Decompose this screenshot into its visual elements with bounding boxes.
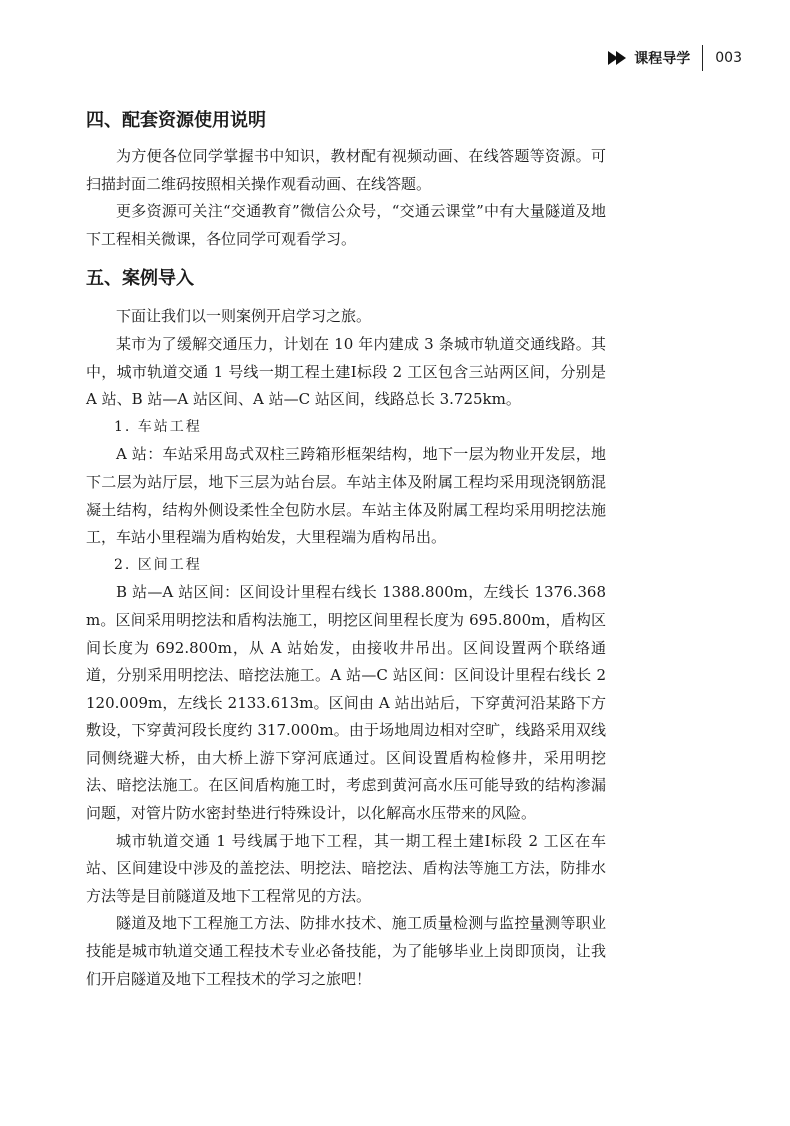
paragraph: 下面让我们以一则案例开启学习之旅。 bbox=[116, 307, 372, 326]
page-body bbox=[86, 100, 606, 993]
page-number: 003 bbox=[715, 50, 742, 66]
paragraph: 某市为了缓解交通压力，计划在 10 年内建成 3 条城市轨道交通线路。其中，城市轨道交通 1 号线一期工程土建Ⅰ标段 2 工区包含三站两区间，分别是 A 站、B 站—A 站区间、A 站—C 站区间，线路总长 3.725km。 bbox=[86, 334, 606, 409]
paragraph: 城市轨道交通 1 号线属于地下工程，其一期工程土建Ⅰ标段 2 工区在车站、区间建设中涉及的盖挖法、明挖法、暗挖法、盾构法等施工方法，防排水方法等是目前隧道及地下工程常见的方法。 bbox=[86, 831, 606, 905]
page-header bbox=[608, 45, 742, 71]
header-divider bbox=[702, 45, 703, 71]
paragraph: 更多资源可关注“交通教育”微信公众号，“交通云课堂”中有大量隧道及地下工程相关微课，各位同学可观看学习。 bbox=[86, 202, 606, 248]
paragraph: A 站：车站采用岛式双柱三跨箱形框架结构，地下一层为物业开发层，地下二层为站厅层，地下三层为站台层。车站主体及附属工程均采用现浇钢筋混凝土结构，结构外侧设柔性全包防水层。车站主体及附属工程均采用明挖法施工，车站小里程端为盾构始发，大里程端为盾构吊出。 bbox=[86, 445, 606, 547]
subsection-title-interval: 2. 区间工程 bbox=[114, 556, 202, 573]
section-title-resources: 四、配套资源使用说明 bbox=[86, 110, 266, 131]
double-arrow-icon bbox=[608, 51, 624, 65]
section-label: 课程导学 bbox=[634, 51, 691, 67]
subsection-title-station: 1. 车站工程 bbox=[114, 418, 202, 435]
section-title-case: 五、案例导入 bbox=[86, 268, 194, 290]
paragraph: 隧道及地下工程施工方法、防排水技术、施工质量检测与监控量测等职业技能是城市轨道交通工程技术专业必备技能，为了能够毕业上岗即顶岗，让我们开启隧道及地下工程技术的学习之旅吧！ bbox=[86, 914, 606, 988]
paragraph: B 站—A 站区间：区间设计里程右线长 1388.800m，左线长 1376.368m。区间采用明挖法和盾构法施工，明挖区间里程长度为 695.800m，盾构区间长度为 692.800m，从 A 站始发，由接收井吊出。区间设置两个联络通道，分别采用明挖法、暗挖法施工。A 站—C 站区间：区间设计里程右线长 2120.009m，左线长 2133.613m。区间由 A 站出站后，下穿黄河沿某路下方敷设，下穿黄河段长度约 317.000m。由于场地周边相对空旷，线路采用双线同侧绕避大桥，由大桥上游下穿河底通过。区间设置盾构检修井，采用明挖法、暗挖法施工。在区间盾构施工时，考虑到黄河高水压可能导致的结构渗漏问题，对管片防水密封垫进行特殊设计，以化解高水压带来的风险。 bbox=[86, 583, 606, 823]
paragraph: 为方便各位同学掌握书中知识，教材配有视频动画、在线答题等资源。可扫描封面二维码按照相关操作观看动画、在线答题。 bbox=[86, 147, 606, 193]
